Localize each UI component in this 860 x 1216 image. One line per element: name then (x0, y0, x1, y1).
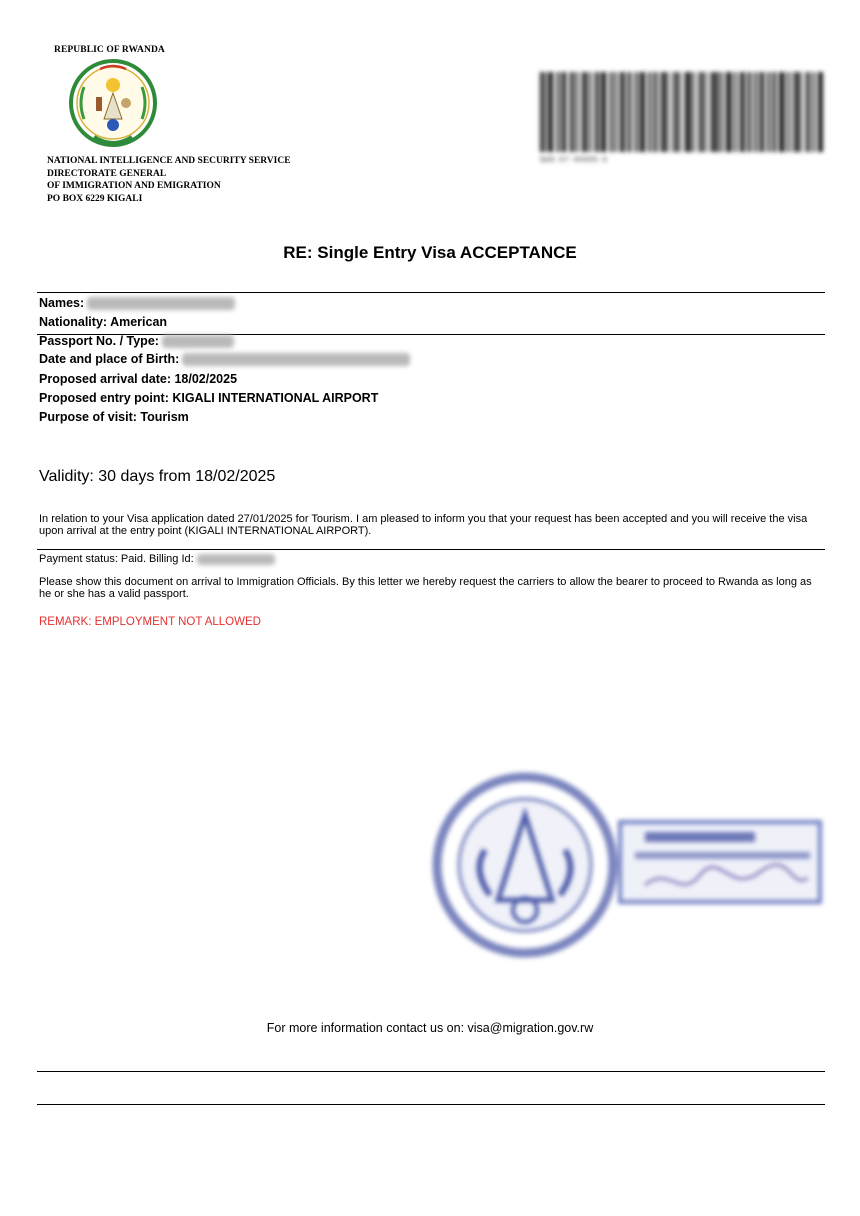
barcode-bar (540, 72, 543, 152)
barcode-bar (735, 72, 737, 152)
birth-label: Date and place of Birth: (39, 352, 180, 366)
barcode-bar (569, 72, 570, 152)
barcode-bar (558, 72, 560, 152)
barcode-bar (699, 72, 702, 152)
barcode-bar (648, 72, 650, 152)
barcode-bar (681, 72, 682, 152)
barcode-bar (636, 72, 638, 152)
names-label: Names: (39, 296, 85, 310)
barcode-bar (634, 72, 635, 152)
barcode-bars (540, 72, 826, 152)
barcode-bar (788, 72, 790, 152)
barcode-bar (813, 72, 815, 152)
redacted-value (182, 353, 410, 366)
barcode-bar (773, 72, 776, 152)
document-title: RE: Single Entry Visa ACCEPTANCE (283, 243, 577, 262)
barcode-bar (760, 72, 764, 152)
barcode-bar (609, 72, 610, 152)
barcode-bar (673, 72, 675, 152)
purpose-field: Purpose of visit: Tourism (39, 410, 189, 424)
barcode-bar (721, 72, 723, 152)
barcode-bar (663, 72, 667, 152)
barcode-bar (703, 72, 705, 152)
barcode-bar (767, 72, 769, 152)
barcode-bar (620, 72, 624, 152)
barcode-bar (726, 72, 731, 152)
barcode-bar (695, 72, 696, 152)
barcode-bar (583, 72, 587, 152)
remark: REMARK: EMPLOYMENT NOT ALLOWED (39, 616, 261, 628)
birth-field (39, 352, 410, 366)
issuer-line: OF IMMIGRATION AND EMIGRATION (47, 181, 221, 191)
barcode-bar (571, 72, 574, 152)
barcode-bar (802, 72, 803, 152)
names-field (39, 296, 235, 310)
issuer-line: DIRECTORATE GENERAL (47, 168, 167, 179)
divider (37, 292, 825, 293)
barcode-bar (669, 72, 670, 152)
barcode-bar (556, 72, 557, 152)
official-stamp (430, 760, 830, 970)
barcode-bar (594, 72, 595, 152)
barcode-bar (576, 72, 578, 152)
barcode-bar (711, 72, 715, 152)
barcode-bar (707, 72, 708, 152)
barcode-bar (748, 72, 751, 152)
validity: Validity: 30 days from 18/02/2025 (39, 468, 276, 485)
barcode-bar (676, 72, 679, 152)
barcode-bar (806, 72, 809, 152)
divider (37, 1104, 825, 1105)
barcode-bar (685, 72, 690, 152)
barcode-bar (654, 72, 657, 152)
barcode-bar (596, 72, 599, 152)
barcode-bar (740, 72, 744, 152)
divider (37, 549, 825, 550)
redacted-value (162, 335, 234, 348)
barcode-bar (589, 72, 591, 152)
barcode-bar (651, 72, 652, 152)
barcode-bar (625, 72, 626, 152)
redacted-value (87, 297, 235, 310)
barcode-number: BAR-07-00000-0 (540, 156, 608, 165)
barcode-bar (785, 72, 786, 152)
barcode-bar (716, 72, 719, 152)
redacted-value (197, 554, 275, 565)
republic-label: REPUBLIC OF RWANDA (54, 45, 165, 55)
barcode-bar (779, 72, 784, 152)
passport-field (39, 334, 234, 348)
entry-point-field: Proposed entry point: KIGALI INTERNATIONAL AIRPORT (39, 391, 379, 405)
barcode-bar (754, 72, 756, 152)
barcode-bar (615, 72, 617, 152)
instructions-paragraph: Please show this document on arrival to Immigration Officials. By this letter we hereby request the carriers to allow the bearer to proceed to Rwanda as long as he or she has a valid passport. (39, 576, 812, 600)
barcode-bar (757, 72, 758, 152)
barcode-bar (732, 72, 733, 152)
barcode-bar (640, 72, 645, 152)
barcode-bar (562, 72, 566, 152)
barcode-bar (796, 72, 800, 152)
barcode (540, 72, 830, 172)
issuer-line: PO BOX 6229 KIGALI (47, 193, 143, 204)
acceptance-paragraph: In relation to your Visa application dated 27/01/2025 for Tourism. I am pleased to inform you that your request has been accepted and you will receive the visa upon arrival at the entry point (KIGALI INTERNATIONAL AIRPORT). (39, 513, 808, 537)
divider (37, 1071, 825, 1072)
barcode-bar (548, 72, 553, 152)
contact-footer: For more information contact us on: visa@migration.gov.rw (266, 1021, 594, 1035)
barcode-bar (810, 72, 811, 152)
barcode-bar (601, 72, 606, 152)
barcode-bar (544, 72, 546, 152)
barcode-bar (611, 72, 613, 152)
barcode-bar (818, 72, 823, 152)
barcode-bar (628, 72, 631, 152)
payment-label: Payment status: Paid. Billing Id: (39, 553, 194, 565)
issuer-line: NATIONAL INTELLIGENCE AND SECURITY SERVICE (47, 156, 291, 166)
barcode-bar (745, 72, 746, 152)
issuer-address (47, 155, 291, 205)
barcode-bar (770, 72, 771, 152)
barcode-bar (793, 72, 795, 152)
barcode-bar (660, 72, 662, 152)
arrival-field: Proposed arrival date: 18/02/2025 (39, 372, 238, 386)
passport-label: Passport No. / Type: (39, 334, 159, 348)
barcode-bar (581, 72, 582, 152)
barcode-bar (691, 72, 693, 152)
payment-status (39, 553, 823, 565)
nationality-field: Nationality: American (39, 315, 168, 329)
rwanda-coat-of-arms (64, 57, 162, 153)
